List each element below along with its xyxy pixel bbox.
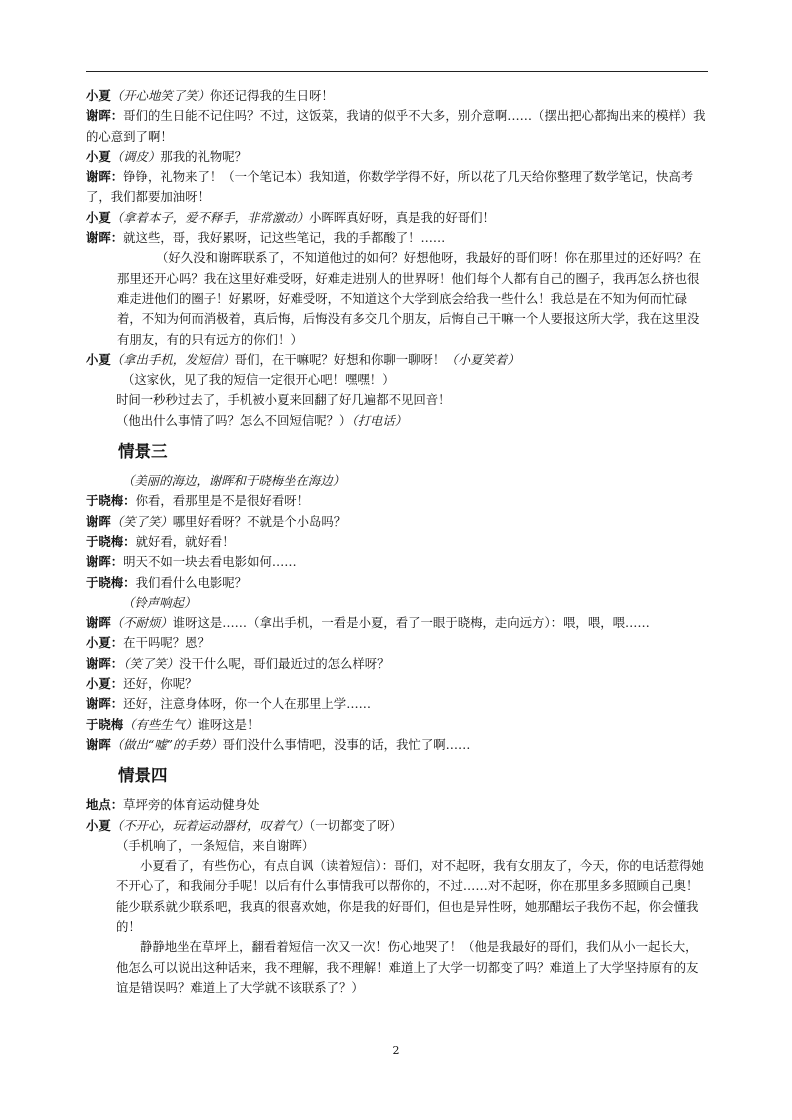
header-rule bbox=[86, 71, 708, 72]
stage-direction: （调皮） bbox=[110, 148, 161, 164]
dialogue-text: 谁呀这是……（拿出手机，一看是小夏，看了一眼于晓梅，走向远方）：喂，喂，喂…… bbox=[172, 615, 650, 631]
dialogue-text: （一切都变了呀） bbox=[309, 817, 402, 833]
dialogue-text: 哥们，在干嘛呢？好想和你聊一聊呀！ bbox=[234, 351, 446, 367]
dialogue-text: 明天不如一块去看电影如何…… bbox=[123, 554, 297, 570]
speaker: 谢晖： bbox=[86, 696, 124, 712]
speaker: 谢晖 bbox=[86, 513, 111, 529]
speaker: 小夏： bbox=[86, 635, 124, 651]
narration-paragraph: 小夏看了，有些伤心，有点自讽（读着短信）：哥们，对不起呀，我有女朋友了，今天，你的电话惹得她不开心了，和我闹分手呢！以后有什么事情我可以帮你的，不过……对不起呀，你在那里多多照顾自己奥！能少联系就少联系吧，我真的很喜欢她，你是我的好哥们，但也是异性呀，她那醋坛子我伤不起，你会懂我的！ bbox=[116, 858, 704, 934]
dialogue-line bbox=[86, 654, 708, 674]
aside-line bbox=[86, 411, 708, 431]
dialogue-line bbox=[86, 167, 708, 208]
dialogue-text: 还好，你呢？ bbox=[123, 676, 198, 692]
dialogue-text: 就这些，哥，我好累呀，记这些笔记，我的手都酸了！…… bbox=[123, 230, 446, 246]
speaker: 谢晖 bbox=[86, 615, 111, 631]
speaker: 小夏 bbox=[86, 351, 111, 367]
place-line bbox=[86, 795, 708, 815]
speaker: 小夏 bbox=[86, 209, 111, 225]
dialogue-line bbox=[86, 228, 708, 248]
speaker: 谢晖： bbox=[86, 554, 124, 570]
dialogue-line bbox=[86, 106, 708, 147]
dialogue-line bbox=[86, 816, 708, 836]
aside-line: （手机响了，一条短信，来自谢晖） bbox=[116, 837, 315, 853]
speaker: 于晓梅 bbox=[86, 716, 124, 732]
dialogue-line bbox=[86, 208, 708, 228]
stage-direction: （有些生气） bbox=[123, 716, 198, 732]
narration-paragraph: 静静地坐在草坪上，翻看着短信一次又一次！伤心地哭了！（他是我最好的哥们，我们从小一起长大，他怎么可以说出这种话来，我不理解，我不理解！难道上了大学一切都变了吗？难道上了大学坚持原有的友谊是错误吗？难道上了大学就不该联系了？） bbox=[116, 939, 699, 995]
speaker: 于晓梅： bbox=[86, 493, 136, 509]
scene-heading: 情景三 bbox=[118, 442, 168, 462]
dialogue-text: 我们看什么电影呢？ bbox=[135, 574, 248, 590]
speaker: 于晓梅： bbox=[86, 533, 136, 549]
dialogue-text: 谁呀这是！ bbox=[197, 716, 260, 732]
stage-direction: （打电话） bbox=[351, 412, 408, 428]
dialogue-text: 你还记得我的生日呀！ bbox=[209, 88, 334, 103]
speaker: 小夏 bbox=[86, 817, 111, 833]
dialogue-line bbox=[86, 512, 708, 532]
dialogue-line bbox=[86, 573, 708, 593]
aside-text: （他出什么事情了吗？怎么不回短信呢？） bbox=[116, 412, 352, 428]
dialogue-line bbox=[86, 715, 708, 735]
dialogue-text: 没干什么呢，哥们最近过的怎么样呀？ bbox=[178, 655, 390, 671]
page-number: 2 bbox=[392, 1044, 400, 1057]
stage-direction: （做出“嘘”的手势） bbox=[110, 736, 223, 752]
dialogue-line bbox=[86, 350, 708, 370]
dialogue-line bbox=[86, 633, 708, 653]
place-text: 草坪旁的体育运动健身处 bbox=[123, 797, 260, 813]
dialogue-line bbox=[86, 532, 708, 552]
speaker: 小夏： bbox=[86, 676, 124, 692]
speaker: 谢晖： bbox=[86, 655, 124, 671]
scene-heading: 情景四 bbox=[118, 766, 168, 786]
narration-line: 时间一秒秒过去了，手机被小夏来回翻了好几遍都不见回音！ bbox=[116, 392, 451, 408]
stage-direction: （笑了笑） bbox=[123, 655, 179, 671]
dialogue-text: 还好，注意身体呀，你一个人在那里上学…… bbox=[123, 696, 371, 712]
speaker: 地点： bbox=[86, 797, 124, 813]
stage-direction: （笑了笑） bbox=[110, 513, 173, 529]
dialogue-line bbox=[86, 491, 708, 511]
dialogue-line bbox=[86, 735, 708, 755]
stage-direction: （拿着本子，爱不释手，非常激动） bbox=[110, 209, 310, 225]
aside-line: （这家伙，见了我的短信一定很开心吧！嘿嘿！） bbox=[122, 372, 395, 388]
dialogue-text: 小晖晖真好呀，真是我的好哥们！ bbox=[309, 209, 495, 225]
dialogue-text: 哪里好看呀？不就是个小岛吗？ bbox=[172, 513, 347, 529]
dialogue-line bbox=[86, 552, 708, 572]
stage-direction: （不开心，玩着运动器材，叹着气） bbox=[110, 817, 310, 833]
inner-monologue: （好久没和谢晖联系了，不知道他过的如何？好想他呀，我最好的哥们呀！你在那里过的还好吗？在那里还开心吗？我在这里好难受呀，好难走进别人的世界呀！他们每个人都有自己的圈子，我再怎么挤也很难走进他们的圈子！好累呀，好难受呀，不知道这个大学到底会给我一些什么！我总是在不知为何而忙碌着，不知为何而消极着，真后悔，后悔没有多交几个朋友，后悔自己干嘛一个人要报这所大学，我在这里没有朋友，有的只有远方的你们！） bbox=[117, 250, 702, 347]
speaker: 谢晖： bbox=[86, 108, 124, 124]
dialogue-line bbox=[86, 613, 708, 633]
speaker: 谢晖： bbox=[86, 169, 124, 185]
speaker: 小夏 bbox=[86, 88, 111, 103]
dialogue-text: 哥们没什么事情吧，没事的话，我忙了啊…… bbox=[222, 736, 471, 752]
document-body bbox=[86, 86, 708, 998]
speaker: 小夏 bbox=[86, 148, 111, 164]
scene-setting: （美丽的海边，谢晖和于晓梅坐在海边） bbox=[122, 473, 346, 489]
dialogue-text: 就好看，就好看！ bbox=[135, 533, 235, 549]
dialogue-text: 铮铮，礼物来了！（一个笔记本）我知道，你数学学得不好，所以花了几天给你整理了数学笔记，快高考了，我们都要加油呀！ bbox=[86, 169, 694, 205]
stage-direction: （小夏笑着） bbox=[445, 351, 520, 367]
dialogue-line bbox=[86, 674, 708, 694]
dialogue-line bbox=[86, 86, 708, 106]
dialogue-text: 哥们的生日能不记住吗？不过，这饭菜，我请的似乎不大多，别介意啊……（摆出把心都掏出来的模样）我的心意到了啊！ bbox=[86, 108, 706, 144]
speaker: 谢晖： bbox=[86, 230, 124, 246]
dialogue-text: 在干吗呢？恩？ bbox=[123, 635, 210, 651]
speaker: 于晓梅： bbox=[86, 574, 136, 590]
dialogue-line bbox=[86, 147, 708, 167]
stage-direction: （开心地笑了笑） bbox=[110, 88, 210, 103]
dialogue-text: 你看，看那里是不是很好看呀！ bbox=[135, 493, 310, 509]
stage-direction: （铃声响起） bbox=[122, 594, 197, 610]
stage-direction: （拿出手机，发短信） bbox=[110, 351, 235, 367]
dialogue-text: 那我的礼物呢？ bbox=[160, 148, 248, 164]
speaker: 谢晖 bbox=[86, 736, 111, 752]
stage-direction: （不耐烦） bbox=[110, 615, 173, 631]
dialogue-line bbox=[86, 694, 708, 714]
